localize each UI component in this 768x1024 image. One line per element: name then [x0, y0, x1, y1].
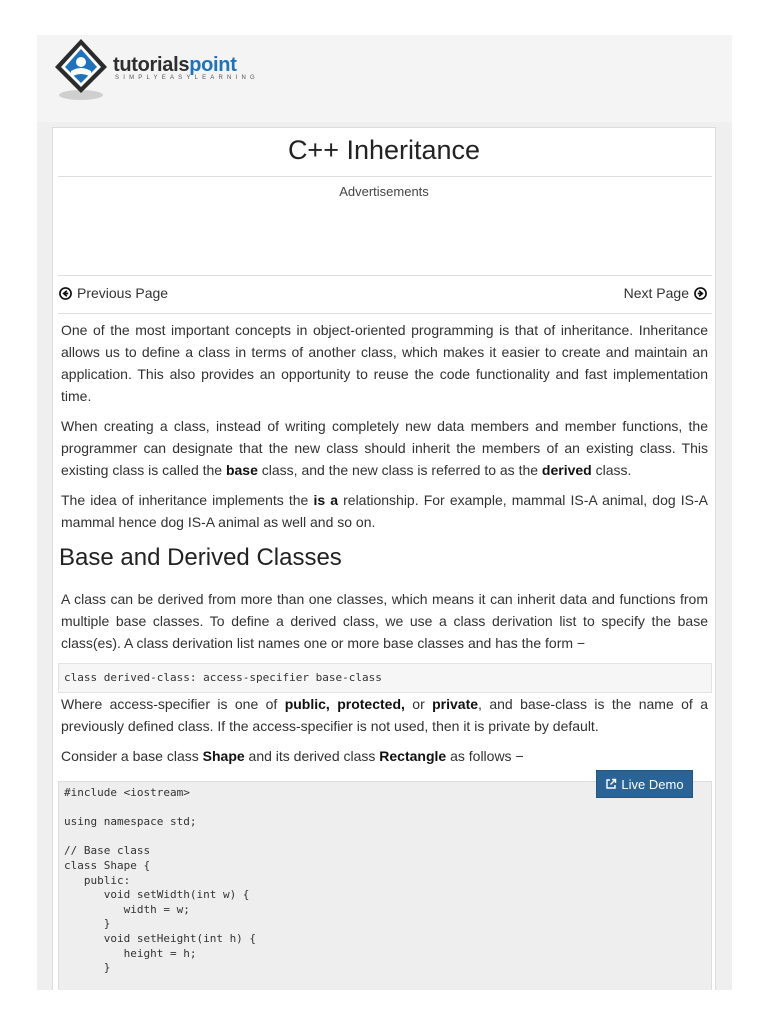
ads-label: Advertisements [339, 184, 429, 199]
syntax-code: class derived-class: access-specifier base-class [58, 663, 712, 693]
previous-page-link[interactable] [59, 285, 168, 301]
divider [58, 313, 712, 314]
code-line: using namespace std; [64, 815, 197, 829]
logo-tagline: SIMPLYEASYLEARNING [115, 75, 259, 81]
code-line [64, 830, 711, 845]
code-line: void setWidth(int w) { [64, 888, 250, 902]
previous-page-label: Previous Page [77, 285, 169, 301]
intro-paragraph-1: One of the most important concepts in object-oriented programming is that of inheritance. Inheritance allows us to define a class in terms of another class, which makes it easier to create and maintain an application. This also provides an opportunity to reuse the code functionality and fast implementation time. [61, 322, 708, 404]
site-logo[interactable] [51, 35, 301, 105]
external-link-icon [605, 778, 617, 790]
divider [58, 176, 712, 177]
code-line: } [64, 917, 111, 931]
code-line [64, 801, 711, 816]
arrow-circle-left-icon [59, 287, 72, 300]
arrow-circle-right-icon [694, 287, 707, 300]
code-line: height = h; [64, 946, 197, 960]
section-paragraph-2: Where access-specifier is one of public, protected, or private, and base-class is the name of a previously defined class. If the access-specifier is not used, then it is private by default. [61, 696, 708, 734]
code-line: public: [64, 873, 131, 887]
code-line: class Shape { [64, 858, 151, 872]
code-example [58, 781, 712, 990]
section-paragraph-1: A class can be derived from more than one classes, which means it can inherit data and functions from multiple base classes. To define a derived class, we use a class derivation list to specify the base class(es). A class derivation list names one or more base classes and has the form − [61, 591, 708, 651]
next-page-link[interactable] [624, 285, 707, 301]
code-line: #include <iostream> [64, 786, 190, 799]
page-title: C++ Inheritance [287, 135, 481, 165]
code-line: void setHeight(int h) { [64, 931, 257, 945]
main-panel [52, 127, 716, 990]
next-page-label: Next Page [623, 285, 689, 301]
logo-emblem-icon [51, 37, 111, 103]
intro-paragraph-2: When creating a class, instead of writing completely new data members and member functions, the programmer can designate that the new class should inherit the members of an existing class. This existing class is called the base class, and the new class is referred to as the derived class. [61, 418, 708, 478]
code-line: width = w; [64, 902, 190, 916]
logo-wordmark: tutorialspoint [113, 54, 237, 76]
section-heading: Base and Derived Classes [59, 544, 342, 571]
section-paragraph-3: Consider a base class Shape and its derived class Rectangle as follows − [61, 748, 524, 764]
code-line: } [64, 961, 111, 975]
divider [58, 275, 712, 276]
intro-paragraph-3: The idea of inheritance implements the is a relationship. For example, mammal IS-A animal, dog IS-A mammal hence dog IS-A animal as well and so on. [61, 492, 708, 530]
live-demo-button[interactable] [596, 770, 693, 798]
page-frame [37, 35, 732, 990]
site-header [37, 35, 732, 122]
live-demo-label: Live Demo [621, 776, 684, 792]
code-line: // Base class [64, 844, 151, 858]
